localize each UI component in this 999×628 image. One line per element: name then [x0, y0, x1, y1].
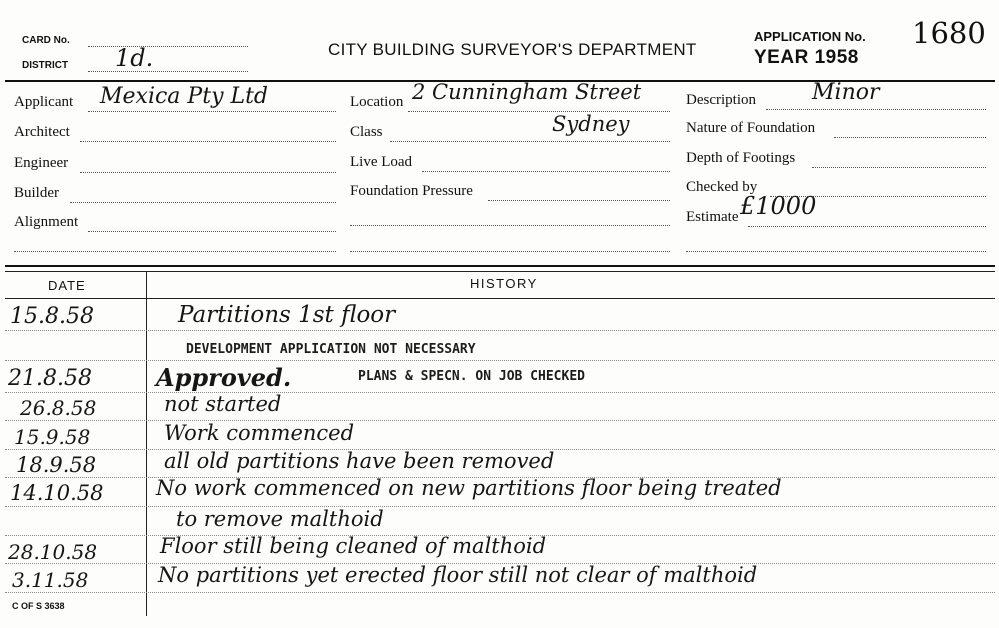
- date-header: DATE: [48, 278, 86, 293]
- card-no-label: CARD No.: [22, 35, 70, 46]
- table-header-rule: [5, 298, 995, 299]
- builder-label: Builder: [14, 185, 59, 201]
- history-entry: Partitions 1st floor: [178, 302, 396, 328]
- nature-of-foundation-line: [834, 137, 986, 138]
- history-date: 21.8.58: [8, 366, 92, 391]
- history-date: 15.8.58: [10, 304, 94, 329]
- location-line: [408, 111, 670, 112]
- row-line: [5, 392, 995, 393]
- history-date: 15.9.58: [14, 425, 91, 449]
- district-line: [88, 71, 248, 72]
- row-line: [5, 360, 995, 361]
- row-line: [5, 420, 995, 421]
- estimate-line: [748, 226, 986, 227]
- applicant-line: [88, 111, 336, 112]
- estimate-value: £1000: [740, 192, 817, 220]
- description-value: Minor: [812, 80, 880, 105]
- history-stamp: PLANS & SPECN. ON JOB CHECKED: [358, 369, 585, 384]
- application-no-value: 1680: [912, 16, 986, 50]
- applicant-label: Applicant: [14, 94, 74, 110]
- history-date: 26.8.58: [20, 396, 97, 420]
- architect-line: [80, 141, 336, 142]
- builder-line: [70, 202, 336, 203]
- depth-of-footings-label: Depth of Footings: [686, 150, 796, 166]
- history-date: 18.9.58: [16, 453, 97, 477]
- history-date: 3.11.58: [12, 568, 89, 592]
- history-entry: Floor still being cleaned of malthoid: [160, 534, 547, 558]
- extra-line-2: [350, 225, 670, 226]
- description-label: Description: [686, 92, 756, 108]
- location-value-2: Sydney: [552, 112, 630, 136]
- location-label: Location: [350, 94, 404, 110]
- applicant-value: Mexica Pty Ltd: [100, 84, 269, 109]
- history-entry: No partitions yet erected floor still not clear of malthoid: [158, 563, 758, 587]
- location-value: 2 Cunningham Street: [412, 80, 642, 104]
- history-entry: Work commenced: [164, 421, 355, 445]
- history-entry: all old partitions have been removed: [164, 449, 555, 473]
- estimate-label: Estimate: [686, 209, 739, 225]
- description-line: [766, 109, 986, 110]
- foundation-pressure-line: [488, 200, 670, 201]
- history-entry: to remove malthoid: [176, 507, 384, 531]
- alignment-label: Alignment: [14, 214, 79, 230]
- nature-of-foundation-label: Nature of Foundation: [686, 120, 816, 136]
- history-date: 28.10.58: [8, 540, 98, 564]
- history-stamp: DEVELOPMENT APPLICATION NOT NECESSARY: [186, 342, 476, 357]
- card-no-line: [88, 46, 248, 47]
- extra-line-3: [350, 251, 670, 252]
- table-top-rule: [5, 265, 995, 267]
- table-top-rule-2: [5, 271, 995, 272]
- history-date: 14.10.58: [10, 481, 104, 505]
- history-entry: Approved.: [156, 363, 292, 392]
- history-entry: not started: [164, 392, 282, 416]
- date-column-divider: [146, 271, 147, 616]
- form-code: C OF S 3638: [12, 601, 65, 611]
- foundation-pressure-label: Foundation Pressure: [350, 183, 473, 199]
- row-line: [5, 506, 995, 507]
- extra-line-1: [14, 251, 336, 252]
- row-line: [5, 592, 995, 593]
- alignment-line: [88, 231, 336, 232]
- extra-line-4: [686, 251, 986, 252]
- district-value: 1d.: [115, 44, 154, 72]
- engineer-label: Engineer: [14, 155, 69, 171]
- history-header: HISTORY: [470, 276, 538, 291]
- depth-of-footings-line: [812, 167, 986, 168]
- district-label: DISTRICT: [22, 60, 69, 71]
- row-line: [5, 330, 995, 331]
- class-label: Class: [350, 124, 383, 140]
- department-title: CITY BUILDING SURVEYOR'S DEPARTMENT: [328, 40, 697, 59]
- class-line: [390, 141, 670, 142]
- live-load-label: Live Load: [350, 154, 413, 170]
- application-no-label: APPLICATION No.: [754, 29, 866, 44]
- engineer-line: [80, 172, 336, 173]
- architect-label: Architect: [14, 124, 70, 140]
- year-label: YEAR 1958: [754, 47, 859, 68]
- checked-by-label: Checked by: [686, 179, 758, 195]
- live-load-line: [422, 171, 670, 172]
- history-entry: No work commenced on new partitions floor being treated: [156, 476, 782, 500]
